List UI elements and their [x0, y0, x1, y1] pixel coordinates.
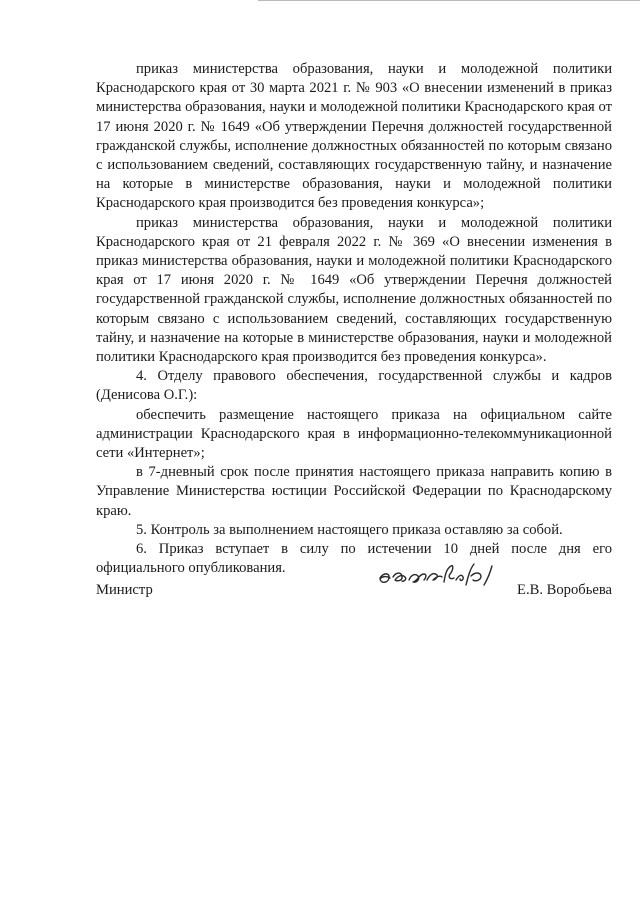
paragraph-order-369: приказ министерства образования, науки и молодежной политики Краснодарского края от 21 февраля 2022 г. № 369 «О внесении изменения в приказ министерства образования, науки и молодежной политики Краснодарского края от 17 июня 2020 г. № 1649 «Об утверждении Перечня должностей государственной гражданской службы, исполнение должностных обязанностей по которым связано с использованием сведений, составляющих государственную тайну, и назначение на которые в министерстве образования, науки и молодежной политики Краснодарского края производится без проведения конкурса». [96, 214, 612, 366]
paragraph-ministry-of-justice-copy: в 7-дневный срок после принятия настоящего приказа направить копию в Управление Министерства юстиции Российской Федерации по Краснодарскому краю. [96, 464, 612, 519]
paragraph-order-903: приказ министерства образования, науки и молодежной политики Краснодарского края от 30 марта 2021 г. № 903 «О внесении изменений в приказ министерства образования, науки и молодежной политики Краснодарского края от 17 июня 2020 г. № 1649 «Об утверждении Перечня должностей государственной гражданской службы, исполнение должностных обязанностей по которым связано с использованием сведений, составляющих государственную тайну, и назначение на которые в министерстве образования, науки и молодежной политики Краснодарского края производится без проведения конкурса»; [96, 61, 612, 212]
signatory-name: Е.В. Воробьева [517, 582, 612, 598]
paragraph-item-4: 4. Отделу правового обеспечения, государственной службы и кадров (Денисова О.Г.): [96, 368, 612, 404]
signatory-title: Министр [96, 582, 153, 598]
paragraph-website-publication: обеспечить размещение настоящего приказа на официальном сайте администрации Краснодарского края в информационно-телекоммуникационной сети «Интернет»; [96, 406, 612, 462]
paragraph-item-5: 5. Контроль за выполнением настоящего приказа оставляю за собой. [136, 521, 563, 538]
signature-block [96, 582, 612, 606]
top-edge-line [258, 0, 640, 1]
paragraph-item-6: 6. Приказ вступает в силу по истечении 10 дней после дня его официального опубликования. [96, 541, 612, 577]
document-body [96, 60, 612, 578]
